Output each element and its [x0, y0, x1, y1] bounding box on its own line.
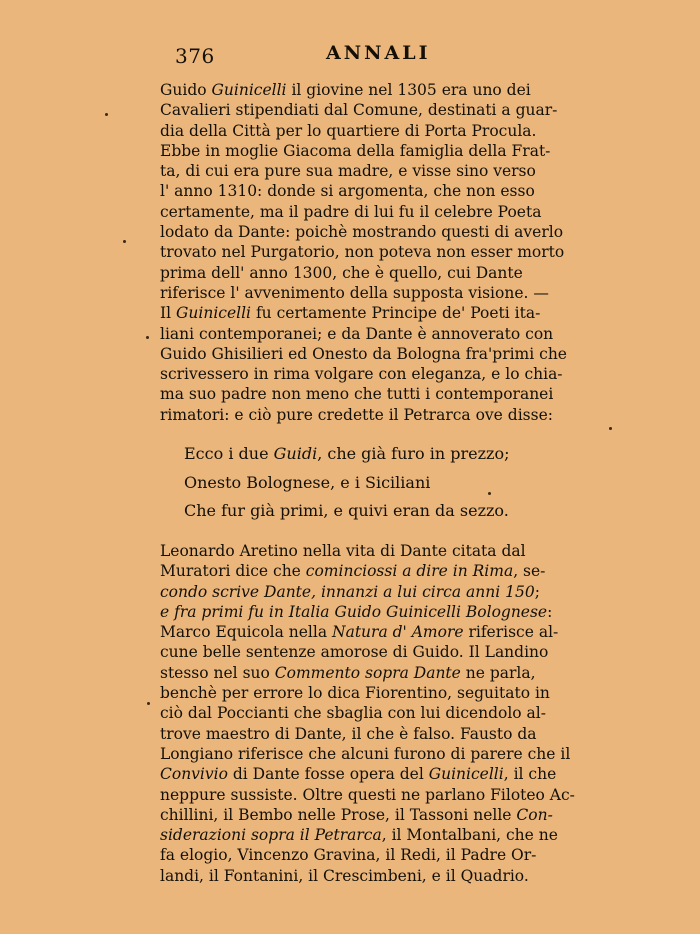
text-line: chillini, il Bembo nelle Prose, il Tassoni nelle Con-	[160, 805, 553, 824]
paper-speck	[123, 240, 126, 243]
text-line: Guido Ghisilieri ed Onesto da Bologna fra'primi che	[160, 344, 567, 363]
text-line: Cavalieri stipendiati dal Comune, destinati a guar-	[160, 101, 558, 120]
italic-span: e fra primi fu in Italia Guido Guinicelli Bolognese	[160, 602, 548, 621]
text-line: fa elogio, Vincenzo Gravina, il Redi, il Padre Or-	[160, 846, 537, 865]
text-line: lodato da Dante: poichè mostrando questi di averlo	[160, 223, 564, 242]
text-line: trove maestro di Dante, il che è falso. Fausto da	[160, 724, 537, 743]
italic-span: cominciossi a dire in Rima	[305, 562, 514, 581]
text-line: e fra primi fu in Italia Guido Guinicelli Bolognese:	[160, 602, 553, 621]
italic-span: Guinicelli	[211, 81, 287, 99]
italic-span: Guinicelli	[176, 304, 252, 323]
italic-span: Commento sopra Dante	[274, 663, 461, 682]
paper-speck	[488, 492, 491, 495]
text-line: certamente, ma il padre di lui fu il celebre Poeta	[160, 202, 542, 221]
italic-span: Con-	[516, 805, 553, 824]
italic-span: Guinicelli	[428, 765, 504, 784]
text-line: condo scrive Dante, innanzi a lui circa anni 150;	[160, 582, 540, 601]
text-line: Convivio di Dante fosse opera del Guinicelli, il che	[160, 765, 557, 784]
verse-line: Ecco i due Guidi, che già furo in prezzo;	[184, 444, 510, 463]
text-line: liani contemporanei; e da Dante è annoverato con	[160, 324, 554, 343]
text-line: benchè per errore lo dica Fiorentino, seguitato in	[160, 684, 550, 703]
italic-span: Guidi	[273, 444, 318, 463]
italic-span: siderazioni sopra il Petrarca	[160, 826, 382, 845]
page-number: 376	[175, 44, 215, 68]
text-line: prima dell' anno 1300, che è quello, cui Dante	[160, 263, 523, 282]
paragraph-2	[160, 541, 612, 886]
text-line: stesso nel suo Commento sopra Dante ne parla,	[160, 663, 536, 682]
text-line: l' anno 1310: donde si argomenta, che non esso	[160, 182, 535, 201]
text-line: Muratori dice che cominciossi a dire in Rima, se-	[160, 562, 546, 581]
text-line: Marco Equicola nella Natura d' Amore riferisce al-	[160, 623, 559, 642]
text-line: dia della Città per lo quartiere di Porta Procula.	[160, 121, 537, 140]
italic-span: Convivio	[160, 765, 228, 784]
text-line: scrivessero in rima volgare con eleganza, e lo chia-	[160, 365, 563, 384]
text-line: Il Guinicelli fu certamente Principe de' Poeti ita-	[160, 304, 541, 323]
text-line: Longiano riferisce che alcuni furono di parere che il	[160, 744, 571, 763]
paper-speck	[147, 702, 150, 705]
text-line: Guido Guinicelli il giovine nel 1305 era uno dei	[160, 81, 531, 99]
verse-line: Onesto Bolognese, e i Siciliani	[184, 472, 431, 492]
italic-span: condo scrive Dante, innanzi a lui circa anni 150	[160, 582, 535, 601]
text-line: landi, il Fontanini, il Crescimbeni, e il Quadrio.	[160, 866, 529, 885]
verse-quotation	[184, 440, 510, 526]
text-line: siderazioni sopra il Petrarca, il Montalbani, che ne	[160, 826, 558, 845]
text-line: riferisce l' avvenimento della supposta visione. —	[160, 283, 549, 302]
paper-speck	[146, 336, 149, 339]
text-line: cune belle sentenze amorose di Guido. Il Landino	[160, 643, 549, 662]
paper-speck	[609, 427, 612, 430]
paragraph-1	[160, 80, 612, 425]
running-head: ANNALI	[326, 42, 431, 64]
text-line: neppure sussiste. Oltre questi ne parlano Filoteo Ac-	[160, 785, 575, 804]
paper-speck	[105, 113, 108, 116]
verse-line: Che fur già primi, e quivi eran da sezzo.	[184, 501, 509, 520]
text-line: ciò dal Poccianti che sbaglia con lui dicendolo al-	[160, 704, 546, 723]
text-line: ma suo padre non meno che tutti i contemporanei	[160, 385, 554, 404]
text-line: trovato nel Purgatorio, non poteva non esser morto	[160, 243, 565, 262]
italic-span: Natura d' Amore	[332, 623, 464, 642]
text-line: Ebbe in moglie Giacoma della famiglia della Frat-	[160, 141, 551, 160]
text-line: Leonardo Aretino nella vita di Dante citata dal	[160, 542, 526, 560]
text-line: ta, di cui era pure sua madre, e visse sino verso	[160, 162, 536, 181]
text-line: rimatori: e ciò pure credette il Petrarca ove disse:	[160, 405, 553, 424]
